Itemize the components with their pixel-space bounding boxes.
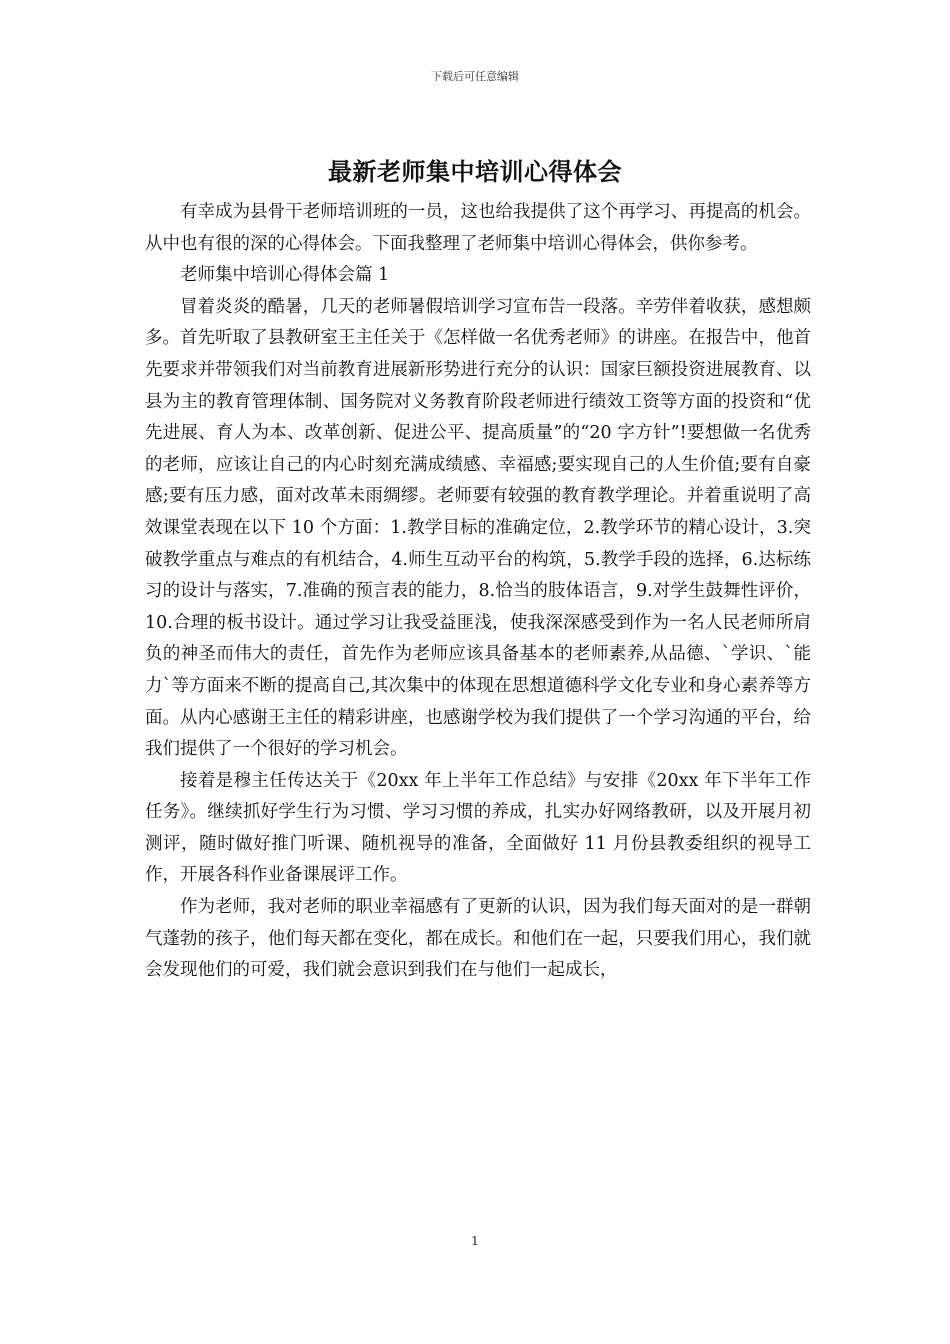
paragraph-intro: 有幸成为县骨干老师培训班的一员，这也给我提供了这个再学习、再提高的机会。从中也有很的深的心得体会。下面我整理了老师集中培训心得体会，供你参考。: [145, 202, 811, 254]
page-number: 1: [471, 1234, 479, 1248]
paragraph-3: 作为老师，我对老师的职业幸福感有了更新的认识，因为我们每天面对的是一群朝气蓬勃的孩子，他们每天都在变化，都在成长。和他们在一起，只要我们用心，我们就会发现他们的可爱，我们就会意识到我们在与他们一起成长，: [145, 897, 811, 981]
document-body: [145, 197, 811, 987]
paragraph-1: 冒着炎炎的酷暑，几天的老师暑假培训学习宣布告一段落。辛劳伴着收获，感想颇多。首先听取了县教研室王主任关于《怎样做一名优秀老师》的讲座。在报告中，他首先要求并带领我们对当前教育进展新形势进行充分的认识：国家巨额投资进展教育、以县为主的教育管理体制、国务院对义务教育阶段老师进行绩效工资等方面的投资和“优先进展、育人为本、改革创新、促进公平、提高质量”的“20 字方针”!要想做一名优秀的老师，应该让自己的内心时刻充满成绩感、幸福感;要实现自己的人生价值;要有自豪感;要有压力感，面对改革未雨绸缪。老师要有较强的教育教学理论。并着重说明了高效课堂表现在以下 10 个方面：1.教学目标的准确定位，2.教学环节的精心设计，3.突破教学重点与难点的有机结合，4.师生互动平台的构筑，5.教学手段的选择，6.达标练习的设计与落实，7.准确的预言表的能力，8.恰当的肢体语言，9.对学生鼓舞性评价，10.合理的板书设计。通过学习让我受益匪浅，使我深深感受到作为一名人民老师所肩负的神圣而伟大的责任，首先作为老师应该具备基本的老师素养,从品德、`学识、`能力`等方面来不断的提高自己,其次集中的体现在思想道德科学文化专业和身心素养等方面。从内心感谢王主任的精彩讲座，也感谢学校为我们提供了一个学习沟通的平台，给我们提供了一个很好的学习机会。: [145, 296, 811, 760]
paragraph-2: 接着是穆主任传达关于《20xx 年上半年工作总结》与安排《20xx 年下半年工作任务》。继续抓好学生行为习惯、学习习惯的养成，扎实办好网络教研，以及开展月初测评，随时做好推门听课、随机视导的准备，全面做好 11 月份县教委组织的视导工作，开展各科作业备课展评工作。: [145, 770, 811, 886]
section-heading: 老师集中培训心得体会篇 1: [180, 265, 390, 286]
header-note: 下载后可任意编辑: [431, 70, 519, 83]
document-title: 最新老师集中培训心得体会: [328, 158, 622, 186]
